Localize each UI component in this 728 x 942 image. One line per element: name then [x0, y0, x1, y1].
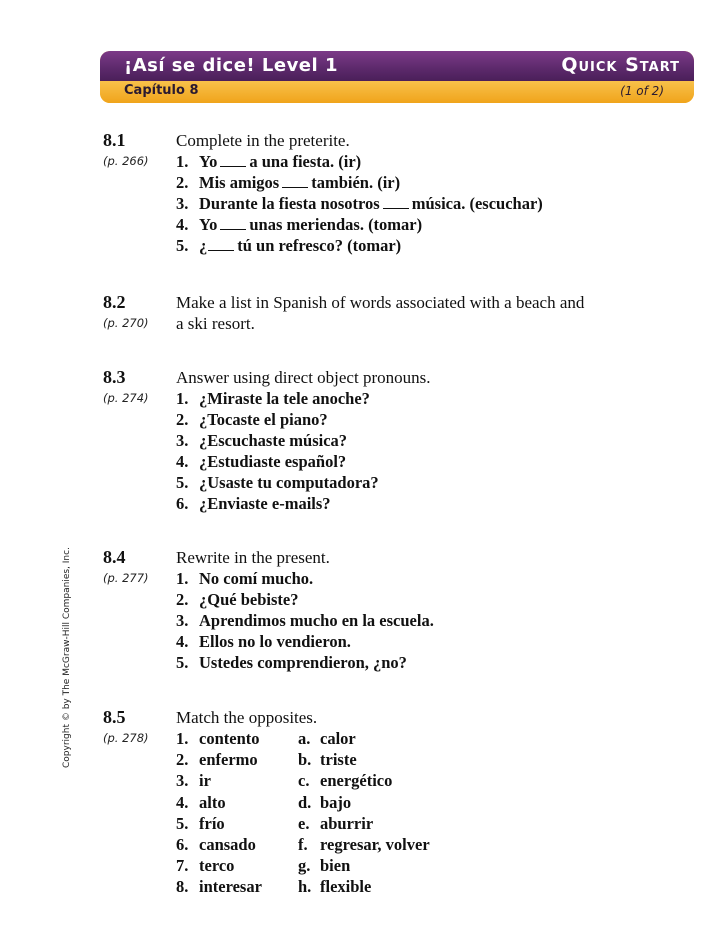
exercise-item: 2. ¿Tocaste el piano? — [176, 410, 328, 429]
exercise-item: 4. ¿Estudiaste español? — [176, 452, 347, 471]
exercise-item: 2. Mis amigos también. (ir) — [176, 173, 401, 192]
section-number: 8.3 — [103, 367, 126, 387]
section-body — [176, 547, 693, 673]
instruction-line: Make a list in Spanish of words associated with a beach and — [176, 293, 585, 312]
section-body — [176, 707, 693, 898]
answer-blank[interactable] — [220, 217, 246, 230]
exercise-item: 4. Ellos no lo vendieron. — [176, 632, 351, 651]
exercise-item: 6. ¿Enviaste e-mails? — [176, 494, 331, 513]
exercise-item: 3. Aprendimos mucho en la escuela. — [176, 611, 434, 630]
page-indicator: (1 of 2) — [620, 84, 664, 98]
match-row: 3. ir c. energético — [176, 771, 393, 791]
exercise-item: 3. ¿Escuchaste música? — [176, 431, 348, 450]
section-number: 8.1 — [103, 130, 126, 150]
instruction: Answer using direct object pronouns. — [176, 368, 431, 387]
match-row: 2. enfermo b. triste — [176, 750, 357, 770]
instruction: Rewrite in the present. — [176, 548, 330, 567]
match-row: 4. alto d. bajo — [176, 792, 352, 812]
page-reference: (p. 270) — [103, 316, 149, 330]
section-number: 8.5 — [103, 707, 126, 727]
exercise-item: 5. ¿ tú un refresco? (tomar) — [176, 236, 402, 255]
section-body — [176, 292, 693, 334]
answer-blank[interactable] — [383, 196, 409, 209]
chapter-label: Capítulo 8 — [124, 83, 199, 98]
match-row: 6. cansado f. regresar, volver — [176, 835, 430, 855]
match-row: 7. terco g. bien — [176, 856, 351, 876]
section-body — [176, 130, 693, 256]
instruction-line: a ski resort. — [176, 314, 255, 333]
exercise-item: 5. ¿Usaste tu computadora? — [176, 473, 379, 492]
exercise-item: 1. Yo a una fiesta. (ir) — [176, 152, 362, 171]
exercise-item: 1. ¿Miraste la tele anoche? — [176, 389, 370, 408]
exercise-item: 1. No comí mucho. — [176, 569, 314, 588]
book-title: ¡Así se dice! Level 1 — [124, 55, 338, 76]
exercise-item: 4. Yo unas meriendas. (tomar) — [176, 215, 423, 234]
instruction: Match the opposites. — [176, 708, 318, 727]
page-reference: (p. 266) — [103, 154, 149, 168]
page-reference: (p. 277) — [103, 571, 149, 585]
quick-start-label: Quick Start — [561, 54, 680, 76]
match-row: 8. interesar h. flexible — [176, 877, 372, 897]
page-reference: (p. 278) — [103, 731, 149, 745]
header-band — [100, 51, 694, 103]
section-body — [176, 367, 693, 514]
exercise-item: 3. Durante la fiesta nosotros música. (escuchar) — [176, 194, 543, 213]
exercise-item: 5. Ustedes comprendieron, ¿no? — [176, 653, 407, 672]
match-row: 1. contento a. calor — [176, 729, 356, 748]
page-reference: (p. 274) — [103, 391, 149, 405]
section-number: 8.2 — [103, 292, 126, 312]
copyright-notice: Copyright © by The McGraw-Hill Companies, Inc. — [62, 547, 72, 768]
match-row: 5. frío e. aburrir — [176, 813, 374, 833]
answer-blank[interactable] — [208, 238, 234, 251]
instruction: Complete in the preterite. — [176, 131, 350, 150]
section-number: 8.4 — [103, 547, 126, 567]
answer-blank[interactable] — [282, 175, 308, 188]
exercise-item: 2. ¿Qué bebiste? — [176, 590, 299, 609]
answer-blank[interactable] — [220, 154, 246, 167]
